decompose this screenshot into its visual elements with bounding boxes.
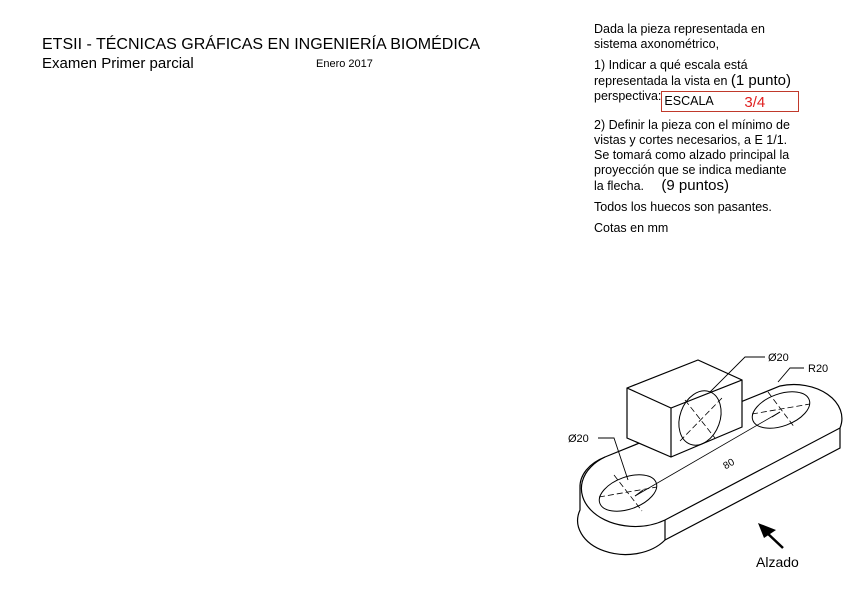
dim-hole-block: Ø20: [768, 352, 789, 364]
exam-date: Enero 2017: [316, 58, 373, 70]
q2-line-3: Se tomará como alzado principal la: [594, 148, 790, 162]
q1-points: (1 punto): [730, 72, 791, 89]
q2-line-5: la flecha.: [594, 179, 645, 193]
q2-line-2: vistas y cortes necesarios, a E 1/1.: [594, 133, 788, 147]
view-label: Alzado: [756, 554, 799, 570]
note-units: Cotas en mm: [594, 221, 669, 235]
dim-length-label: 80: [721, 456, 737, 473]
q1-line-2: representada la vista en: [594, 74, 728, 88]
exam-title: ETSII - TÉCNICAS GRÁFICAS EN INGENIERÍA BIOMÉDICA: [42, 36, 480, 53]
q2-line-1: 2) Definir la pieza con el mínimo de: [594, 118, 790, 132]
intro-line-2: sistema axonométrico,: [594, 37, 720, 51]
q2-points: (9 puntos): [661, 177, 729, 194]
intro-line-1: Dada la pieza representada en: [594, 22, 765, 36]
q2-line-4: proyección que se indica mediante: [594, 163, 787, 177]
note-holes: Todos los huecos son pasantes.: [594, 200, 772, 214]
view-direction-arrow: [758, 523, 783, 548]
dim-radius: R20: [808, 363, 829, 375]
scale-label: ESCALA: [664, 94, 714, 108]
exam-subtitle: Examen Primer parcial: [42, 55, 194, 72]
q1-line-1: 1) Indicar a qué escala está: [594, 58, 748, 72]
q1-line-3: perspectiva:: [594, 89, 662, 103]
dim-hole-left: Ø20: [568, 433, 589, 445]
scale-value: 3/4: [744, 94, 766, 111]
